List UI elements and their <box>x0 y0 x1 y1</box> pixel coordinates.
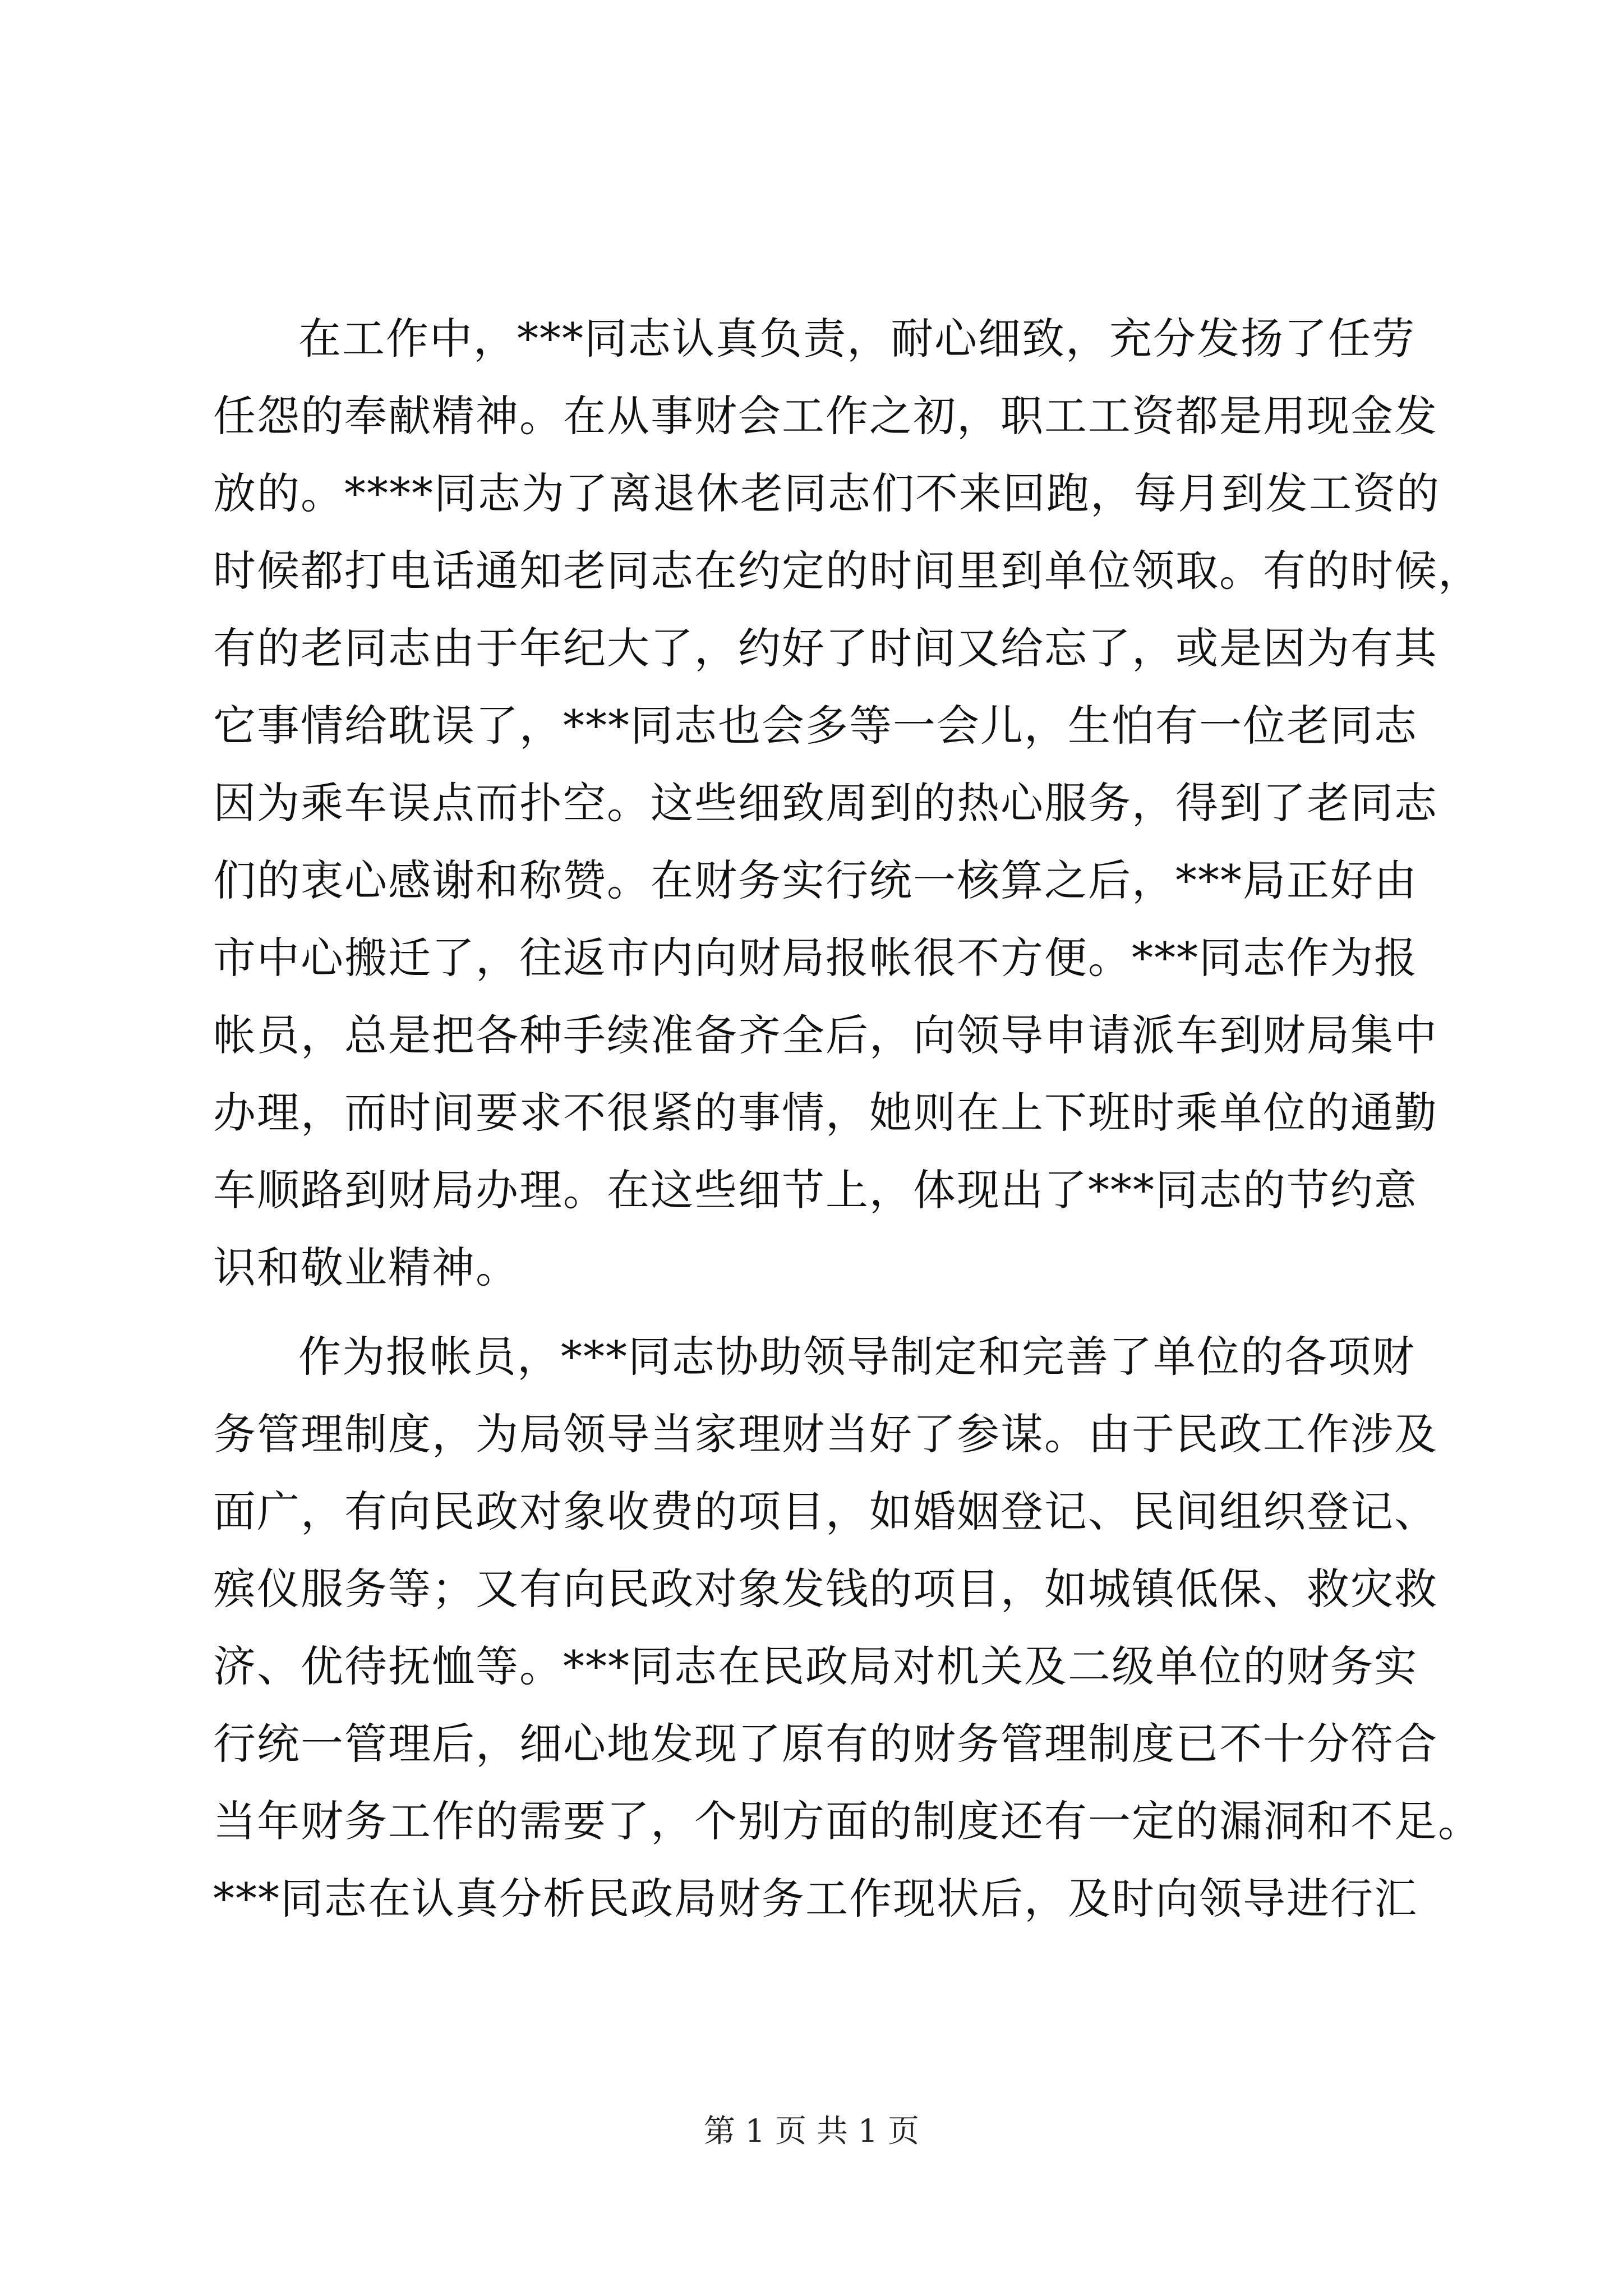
paragraph-line: 在工作中，***同志认真负责，耐心细致，充分发扬了任劳 <box>298 314 1415 364</box>
paragraph-line: 时候都打电话通知老同志在约定的时间里到单位领取。有的时候， <box>213 546 1482 596</box>
paragraph-line: 办理，而时间要求不很紧的事情，她则在上下班时乘单位的通勤 <box>213 1088 1438 1138</box>
paragraph-2 <box>213 1318 1482 1938</box>
paragraph-line: 识和敬业精神。 <box>213 1243 519 1292</box>
paragraph-line: 殡仪服务等；又有向民政对象发钱的项目，如城镇低保、救灾救 <box>213 1564 1438 1614</box>
paragraph-line: 它事情给耽误了，***同志也会多等一会儿，生怕有一位老同志 <box>213 701 1418 751</box>
paragraph-line: 有的老同志由于年纪大了，约好了时间又给忘了，或是因为有其 <box>213 623 1438 673</box>
paragraph-line: 帐员，总是把各种手续准备齐全后，向领导申请派车到财局集中 <box>213 1010 1438 1060</box>
paragraph-line: 当年财务工作的需要了，个别方面的制度还有一定的漏洞和不足。 <box>213 1796 1482 1846</box>
paragraph-line: 济、优待抚恤等。***同志在民政局对机关及二级单位的财务实 <box>213 1641 1418 1691</box>
paragraph-line: 行统一管理后，细心地发现了原有的财务管理制度已不十分符合 <box>213 1719 1438 1769</box>
paragraph-line: 车顺路到财局办理。在这些细节上，体现出了***同志的节约意 <box>213 1165 1418 1215</box>
paragraph-line: 作为报帐员，***同志协助领导制定和完善了单位的各项财 <box>298 1332 1415 1382</box>
paragraph-gap <box>213 1306 1413 1318</box>
paragraph-line: 务管理制度，为局领导当家理财当好了参谋。由于民政工作涉及 <box>213 1409 1438 1459</box>
paragraph-line: 放的。****同志为了离退休老同志们不来回跑，每月到发工资的 <box>213 468 1440 518</box>
page-footer: 第 1 页 共 1 页 <box>703 2113 920 2150</box>
paragraph-line: 市中心搬迁了，往返市内向财局报帐很不方便。***同志作为报 <box>213 933 1418 983</box>
paragraph-1 <box>213 300 1482 1306</box>
paragraph-line: 因为乘车误点而扑空。这些细致周到的热心服务，得到了老同志 <box>213 778 1438 828</box>
document-body <box>213 300 1482 1938</box>
paragraph-line: 们的衷心感谢和称赞。在财务实行统一核算之后，***局正好由 <box>213 855 1418 905</box>
paragraph-line: 任怨的奉献精神。在从事财会工作之初，职工工资都是用现金发 <box>213 391 1438 441</box>
paragraph-line: 面广，有向民政对象收费的项目，如婚姻登记、民间组织登记、 <box>213 1487 1438 1536</box>
paragraph-line: ***同志在认真分析民政局财务工作现状后，及时向领导进行汇 <box>213 1874 1418 1924</box>
